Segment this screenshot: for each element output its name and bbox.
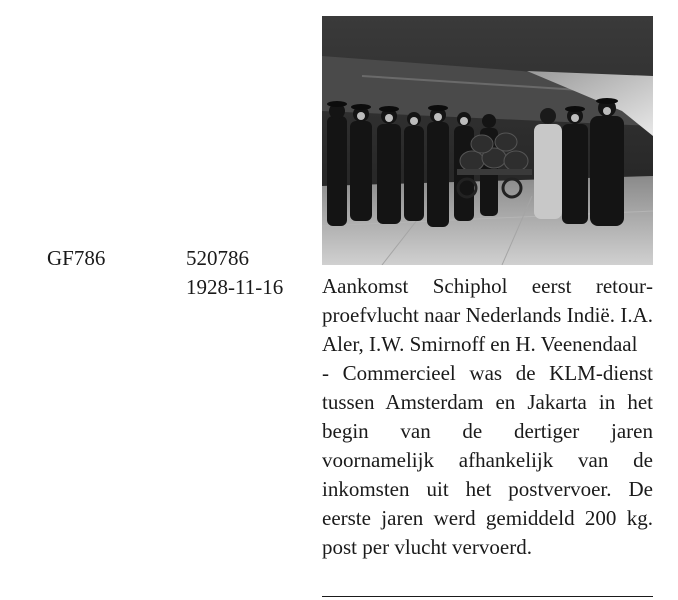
caption-paragraph-1: Aankomst Schiphol eerst retourproefvlucht naar Nederlands Indië. I.A. Aler, I.W. Smirnoff en H. Veenendaal <box>322 274 653 356</box>
historical-photo <box>322 16 653 265</box>
bottom-rule <box>322 596 653 597</box>
record-date: 1928-11-16 <box>186 275 284 299</box>
photo-caption <box>322 272 653 562</box>
caption-paragraph-2: - Commercieel was de KLM-dienst tussen Amsterdam en Jakarta in het begin van de dertiger jaren voornamelijk afhankelijk van de inkomsten uit het postvervoer. De eerste jaren werd gemiddeld 200 kg. post per vlucht vervoerd. <box>322 361 653 559</box>
record-code: GF786 <box>47 246 106 270</box>
record-meta <box>186 244 283 302</box>
record-number: 520786 <box>186 246 249 270</box>
